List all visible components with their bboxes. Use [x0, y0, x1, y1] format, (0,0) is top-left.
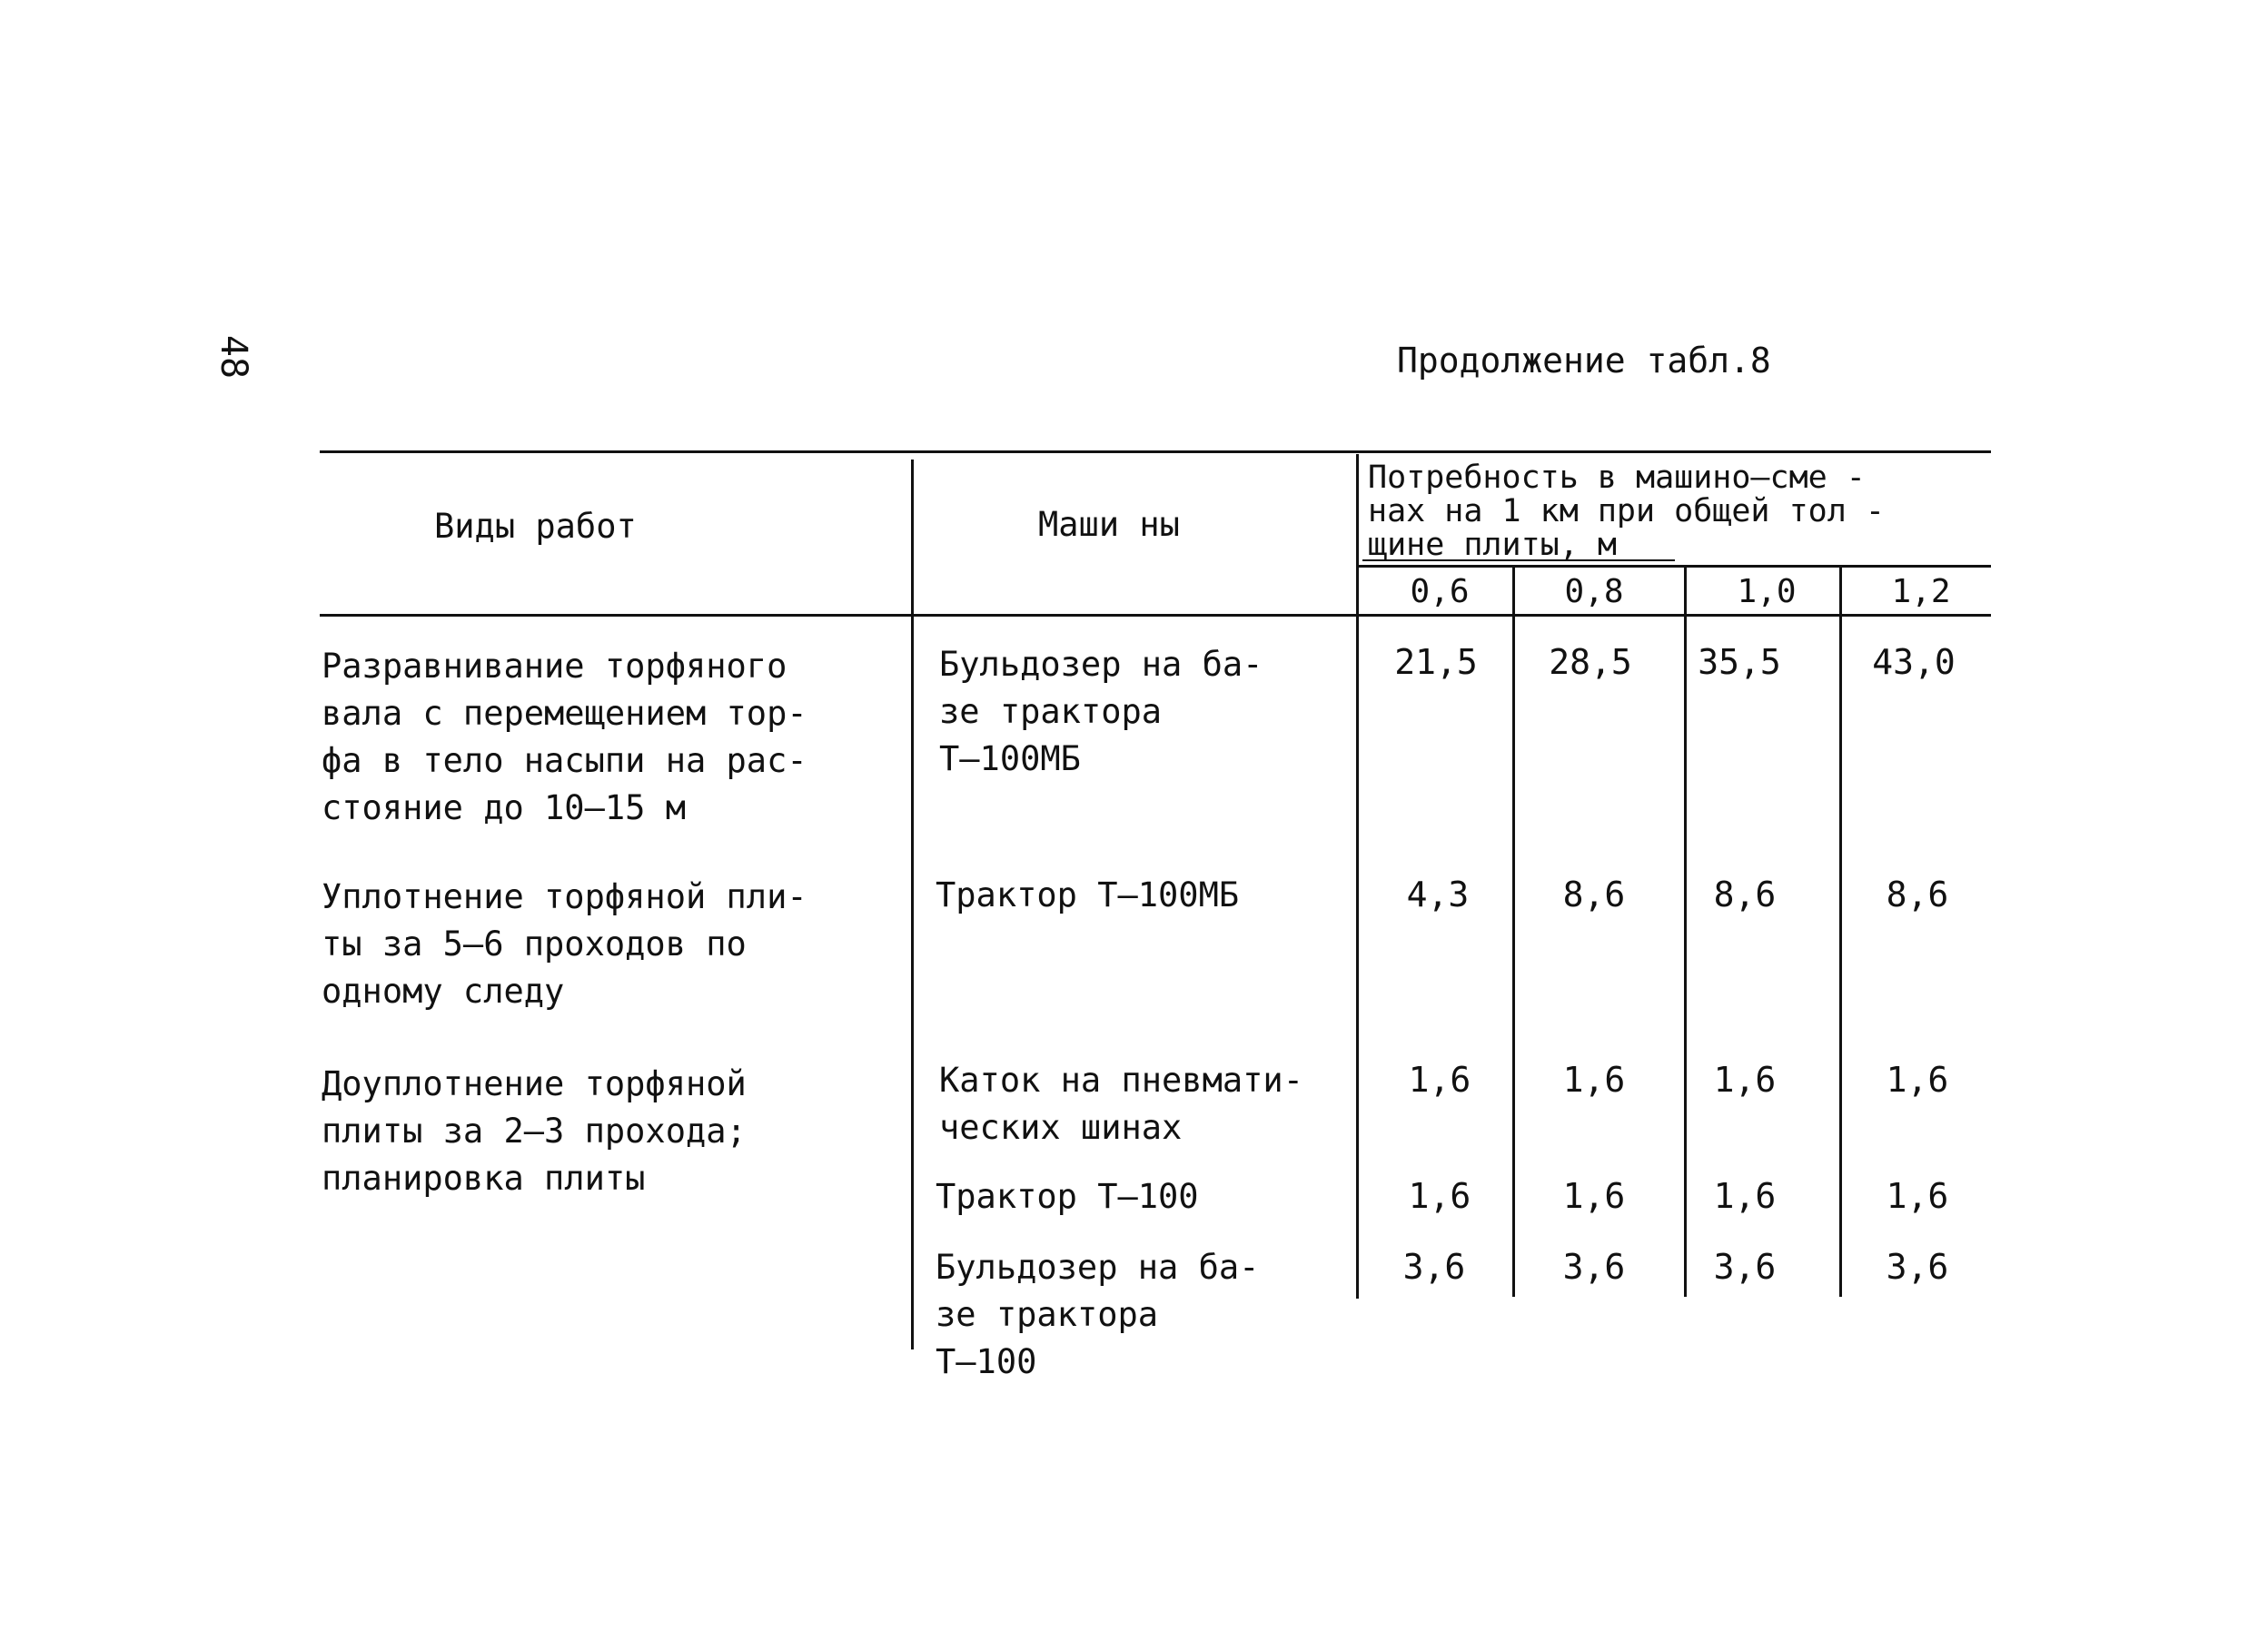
row-5-value-1-2: 3,6: [1886, 1247, 1949, 1287]
header-thickness-1-2: 1,2: [1891, 573, 1951, 610]
row-5-value-0-6: 3,6: [1402, 1247, 1466, 1287]
row-1-machine-line: зе трактора: [939, 692, 1163, 731]
row-5-machine-line: Бульдозер на ба-: [936, 1248, 1260, 1287]
row-1-value-0-6: 21,5: [1394, 642, 1478, 682]
row-2-machine-line: Трактор Т–100МБ: [936, 875, 1240, 914]
row-5-value-0-8: 3,6: [1562, 1247, 1626, 1287]
column-divider-machines: [911, 460, 914, 1349]
row-4-value-1-0: 1,6: [1713, 1176, 1777, 1216]
column-divider-values: [1356, 454, 1359, 1299]
row-3-work-line: планировка плиты: [322, 1159, 646, 1198]
row-2-value-0-6: 4,3: [1406, 875, 1470, 914]
header-thickness-0-8: 0,8: [1564, 573, 1624, 610]
row-2-machine: [936, 872, 1239, 919]
row-3-value-1-2: 1,6: [1886, 1060, 1949, 1100]
row-2-work: [322, 874, 807, 1015]
row-1-work-line: Разравнивание торфяного: [322, 647, 787, 686]
row-3-value-1-0: 1,6: [1713, 1060, 1777, 1100]
row-5-machine-line: Т–100: [936, 1342, 1037, 1381]
row-2-value-0-8: 8,6: [1562, 875, 1626, 914]
row-1-work-line: фа в тело насыпи на рас-: [322, 741, 807, 780]
row-5-machine-line: зе трактора: [936, 1295, 1159, 1334]
row-4-machine: [936, 1173, 1199, 1221]
row-2-work-line: Уплотнение торфяной пли-: [322, 877, 807, 916]
thickness-rule: [1356, 565, 1991, 568]
row-2-work-line: ты за 5–6 проходов по: [322, 924, 747, 964]
row-3-work-line: Доуплотнение торфяной: [322, 1064, 747, 1103]
header-machines: Маши ны: [1038, 505, 1180, 544]
header-thickness-0-6: 0,6: [1410, 573, 1470, 610]
header-thickness-1-0: 1,0: [1737, 573, 1797, 610]
row-3-value-0-6: 1,6: [1408, 1060, 1471, 1100]
row-3-work-line: плиты за 2–3 прохода;: [322, 1112, 747, 1151]
header-need-line-3: щине плиты, м: [1368, 527, 1617, 563]
row-3-machine-line: ческих шинах: [939, 1108, 1183, 1147]
row-5-value-1-0: 3,6: [1713, 1247, 1777, 1287]
page-number: 48: [213, 334, 254, 380]
row-1-value-1-2: 43,0: [1872, 642, 1956, 682]
row-2-value-1-0: 8,6: [1713, 875, 1777, 914]
row-4-value-1-2: 1,6: [1886, 1176, 1949, 1216]
row-1-machine-line: Т–100МБ: [939, 739, 1081, 778]
row-3-work: [322, 1061, 747, 1202]
row-5-machine: [936, 1244, 1259, 1386]
header-need-line-1: Потребность в машино–сме -: [1368, 460, 1866, 496]
column-divider-0-8: [1512, 565, 1515, 1297]
row-1-work-line: вала с перемещением тор-: [322, 694, 807, 733]
header-work-types: Виды работ: [434, 507, 637, 546]
row-1-value-1-0: 35,5: [1698, 642, 1781, 682]
row-3-machine-line: Каток на пневмати-: [939, 1061, 1303, 1100]
row-4-machine-line: Трактор Т–100: [936, 1177, 1199, 1216]
row-4-value-0-8: 1,6: [1562, 1176, 1626, 1216]
column-divider-1-2: [1839, 565, 1842, 1297]
row-1-work-line: стояние до 10–15 м: [322, 788, 686, 827]
row-2-value-1-2: 8,6: [1886, 875, 1949, 914]
row-1-machine: [939, 641, 1263, 783]
header-bottom-rule: [320, 614, 1991, 617]
table-caption: Продолжение табл.8: [1397, 341, 1771, 381]
row-4-value-0-6: 1,6: [1408, 1176, 1471, 1216]
row-1-machine-line: Бульдозер на ба-: [939, 645, 1263, 684]
row-3-value-0-8: 1,6: [1562, 1060, 1626, 1100]
table-top-rule: [320, 450, 1991, 453]
row-2-work-line: одному следу: [322, 972, 565, 1011]
row-1-value-0-8: 28,5: [1549, 642, 1632, 682]
row-1-work: [322, 643, 807, 832]
header-need-line-2: нах на 1 км при общей тол -: [1368, 493, 1885, 529]
row-3-machine: [939, 1057, 1303, 1152]
